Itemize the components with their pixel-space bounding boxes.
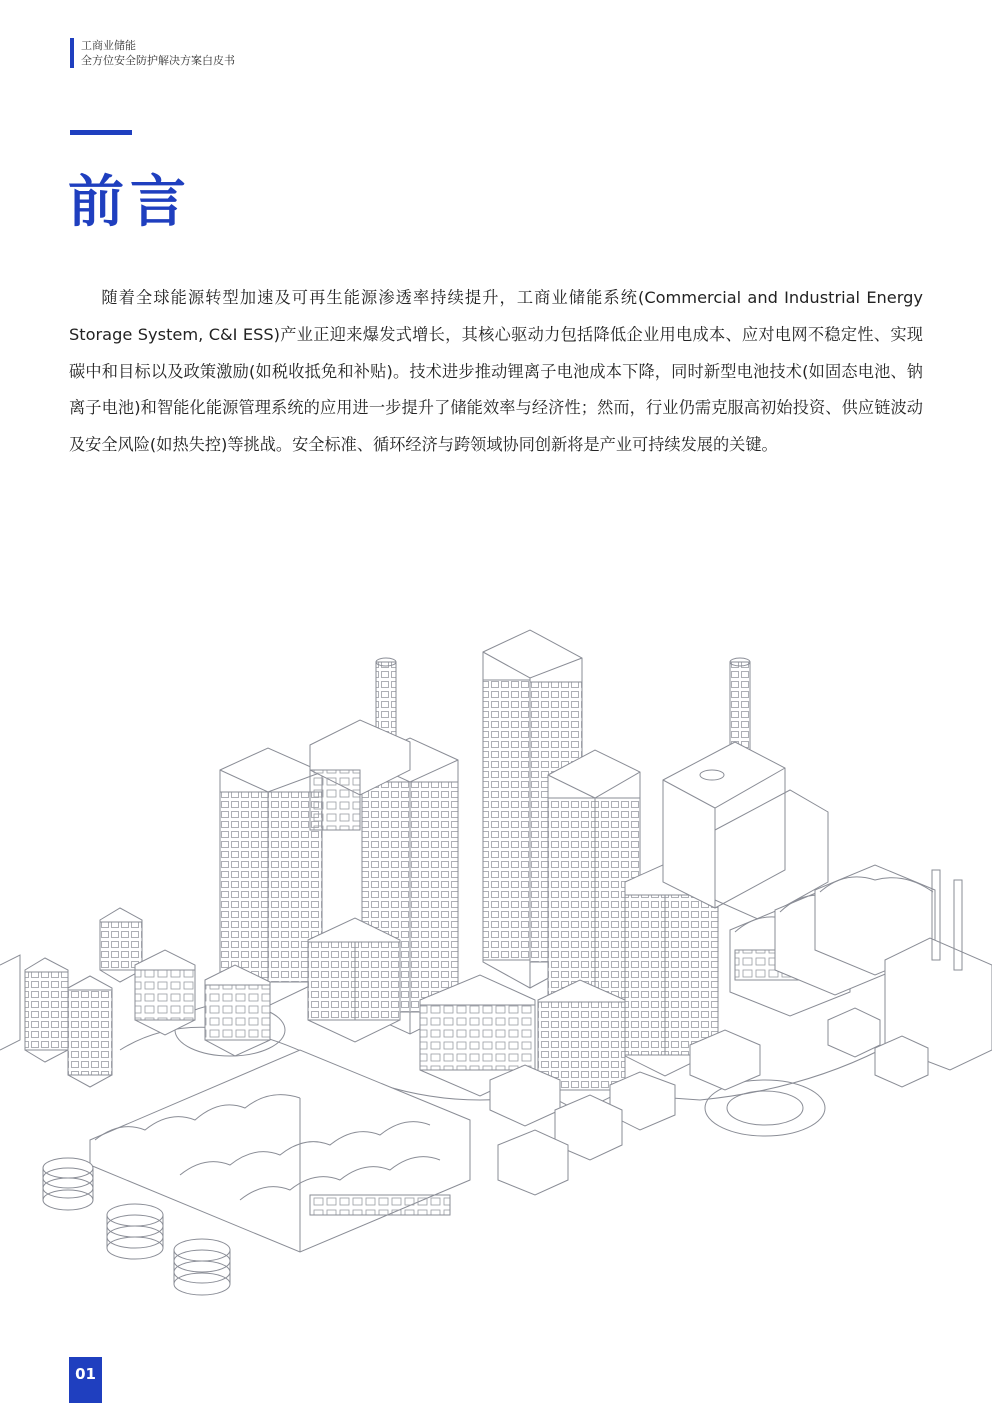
industrial-city-illustration (0, 620, 992, 1320)
section-title: 前言 (68, 170, 192, 235)
document-header (70, 38, 235, 68)
header-line-2: 全方位安全防护解决方案白皮书 (81, 54, 235, 67)
header-text (81, 38, 235, 68)
header-accent-bar (70, 38, 74, 68)
header-line-1: 工商业储能 (81, 39, 136, 52)
page-number-badge: 01 (69, 1357, 102, 1403)
title-accent-dash (70, 130, 132, 135)
intro-paragraph: 随着全球能源转型加速及可再生能源渗透率持续提升，工商业储能系统(Commercial and Industrial Energy Storage System, C&I ESS)产业正迎来爆发式增长，其核心驱动力包括降低企业用电成本、应对电网不稳定性、实现碳中和目标以及政策激励(如税收抵免和补贴)。技术进步推动锂离子电池成本下降，同时新型电池技术(如固态电池、钠离子电池)和智能化能源管理系统的应用进一步提升了储能效率与经济性；然而，行业仍需克服高初始投资、供应链波动及安全风险(如热失控)等挑战。安全标准、循环经济与跨领域协同创新将是产业可持续发展的关键。 (69, 288, 923, 455)
